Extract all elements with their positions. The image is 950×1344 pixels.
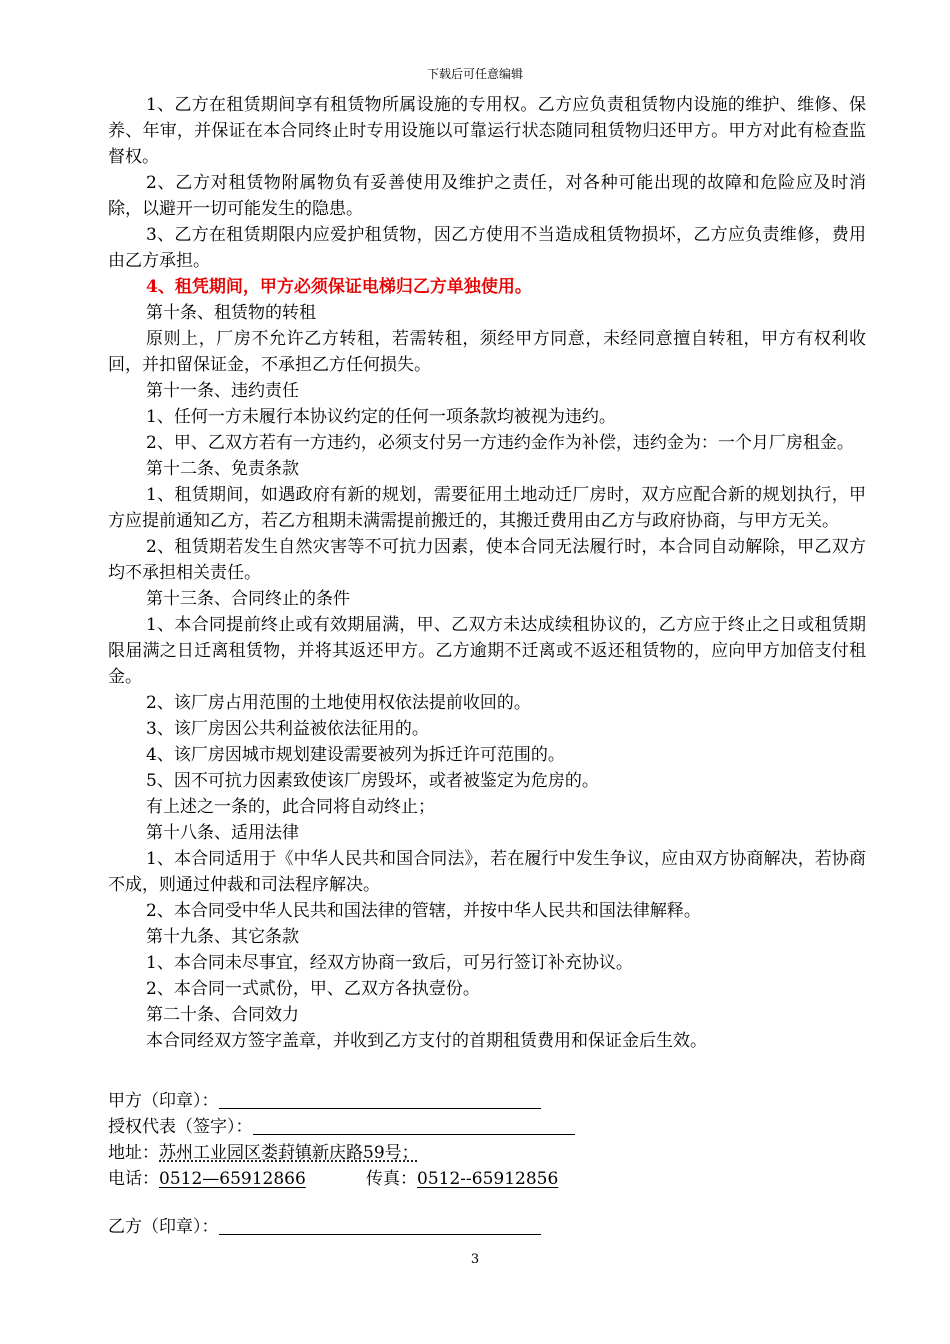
fax-group — [366, 1166, 558, 1192]
paragraph: 第十条、租赁物的转租 — [146, 303, 316, 323]
party-b-label: 乙方（印章）： — [108, 1217, 219, 1237]
paragraph: 第十一条、违约责任 — [146, 381, 299, 401]
paragraph: 第十八条、适用法律 — [146, 823, 299, 843]
paragraph: 1、本合同未尽事宜，经双方协商一致后，可另行签订补充协议。 — [146, 953, 633, 973]
paragraph: 5、因不可抗力因素致使该厂房毁坏，或者被鉴定为危房的。 — [146, 771, 599, 791]
representative-row — [108, 1114, 868, 1140]
paragraph: 1、本合同适用于《中华人民共和国合同法》，若在履行中发生争议，应由双方协商解决，若协商不成，则通过仲裁和司法程序解决。 — [108, 849, 866, 895]
paragraph: 原则上，厂房不允许乙方转租，若需转租，须经甲方同意，未经同意擅自转租，甲方有权利收回，并扣留保证金，不承担乙方任何损失。 — [108, 329, 866, 375]
paragraph: 2、本合同受中华人民共和国法律的管辖，并按中华人民共和国法律解释。 — [146, 901, 701, 921]
party-b-seal-line — [219, 1214, 541, 1235]
address-value: 苏州工业园区娄葑镇新庆路59号； — [159, 1143, 419, 1163]
paragraph: 第十三条、合同终止的条件 — [146, 589, 350, 609]
paragraph: 有上述之一条的，此合同将自动终止； — [146, 797, 435, 817]
paragraph: 第十九条、其它条款 — [146, 927, 299, 947]
party-b-row — [108, 1214, 868, 1240]
party-a-row — [108, 1088, 868, 1114]
paragraph: 1、任何一方未履行本协议约定的任何一项条款均被视为违约。 — [146, 407, 616, 427]
paragraph: 第二十条、合同效力 — [146, 1005, 299, 1025]
paragraph: 4、租凭期间，甲方必须保证电梯归乙方单独使用。 — [146, 277, 532, 297]
address-label: 地址： — [108, 1143, 159, 1163]
paragraph: 2、甲、乙双方若有一方违约，必须支付另一方违约金作为补偿，违约金为：一个月厂房租金。 — [146, 433, 854, 453]
representative-label: 授权代表（签字）： — [108, 1117, 253, 1137]
page-header: 下载后可任意编辑 — [426, 67, 523, 81]
paragraph: 2、该厂房占用范围的土地使用权依法提前收回的。 — [146, 693, 531, 713]
phone-label: 电话： — [108, 1169, 159, 1189]
paragraph: 1、乙方在租赁期间享有租赁物所属设施的专用权。乙方应负责租赁物内设施的维护、维修、保养、年审，并保证在本合同终止时专用设施以可靠运行状态随同租赁物归还甲方。甲方对此有检查监督权。 — [108, 95, 866, 167]
paragraph: 本合同经双方签字盖章，并收到乙方支付的首期租赁费用和保证金后生效。 — [146, 1031, 707, 1051]
paragraph: 2、本合同一式贰份，甲、乙双方各执壹份。 — [146, 979, 480, 999]
paragraph: 2、租赁期若发生自然灾害等不可抗力因素，使本合同无法履行时，本合同自动解除，甲乙双方均不承担相关责任。 — [108, 537, 866, 583]
contact-row — [108, 1166, 868, 1192]
party-a-label: 甲方（印章）： — [108, 1091, 219, 1111]
paragraph: 2、乙方对租赁物附属物负有妥善使用及维护之责任，对各种可能出现的故障和危险应及时消除，以避开一切可能发生的隐患。 — [108, 173, 866, 219]
party-a-seal-line — [219, 1088, 541, 1109]
phone-value: 0512—65912866 — [159, 1169, 306, 1189]
paragraph: 1、租赁期间，如遇政府有新的规划，需要征用土地动迁厂房时，双方应配合新的规划执行，甲方应提前通知乙方，若乙方租期未满需提前搬迁的，其搬迁费用由乙方与政府协商，与甲方无关。 — [108, 485, 866, 531]
paragraph: 3、该厂房因公共利益被依法征用的。 — [146, 719, 429, 739]
fax-label: 传真： — [366, 1169, 417, 1189]
paragraph: 第十二条、免责条款 — [146, 459, 299, 479]
contract-body — [108, 92, 866, 1054]
paragraph: 4、该厂房因城市规划建设需要被列为拆迁许可范围的。 — [146, 745, 565, 765]
address-row — [108, 1140, 868, 1166]
representative-signature-line — [253, 1114, 575, 1135]
fax-value: 0512--65912856 — [417, 1169, 559, 1189]
paragraph: 3、乙方在租赁期限内应爱护租赁物，因乙方使用不当造成租赁物损坏，乙方应负责维修，费用由乙方承担。 — [108, 225, 866, 271]
page-number: 3 — [470, 1252, 480, 1267]
paragraph: 1、本合同提前终止或有效期届满，甲、乙双方未达成续租协议的，乙方应于终止之日或租赁期限届满之日迁离租赁物，并将其返还甲方。乙方逾期不迁离或不返还租赁物的，应向甲方加倍支付租金。 — [108, 615, 866, 687]
